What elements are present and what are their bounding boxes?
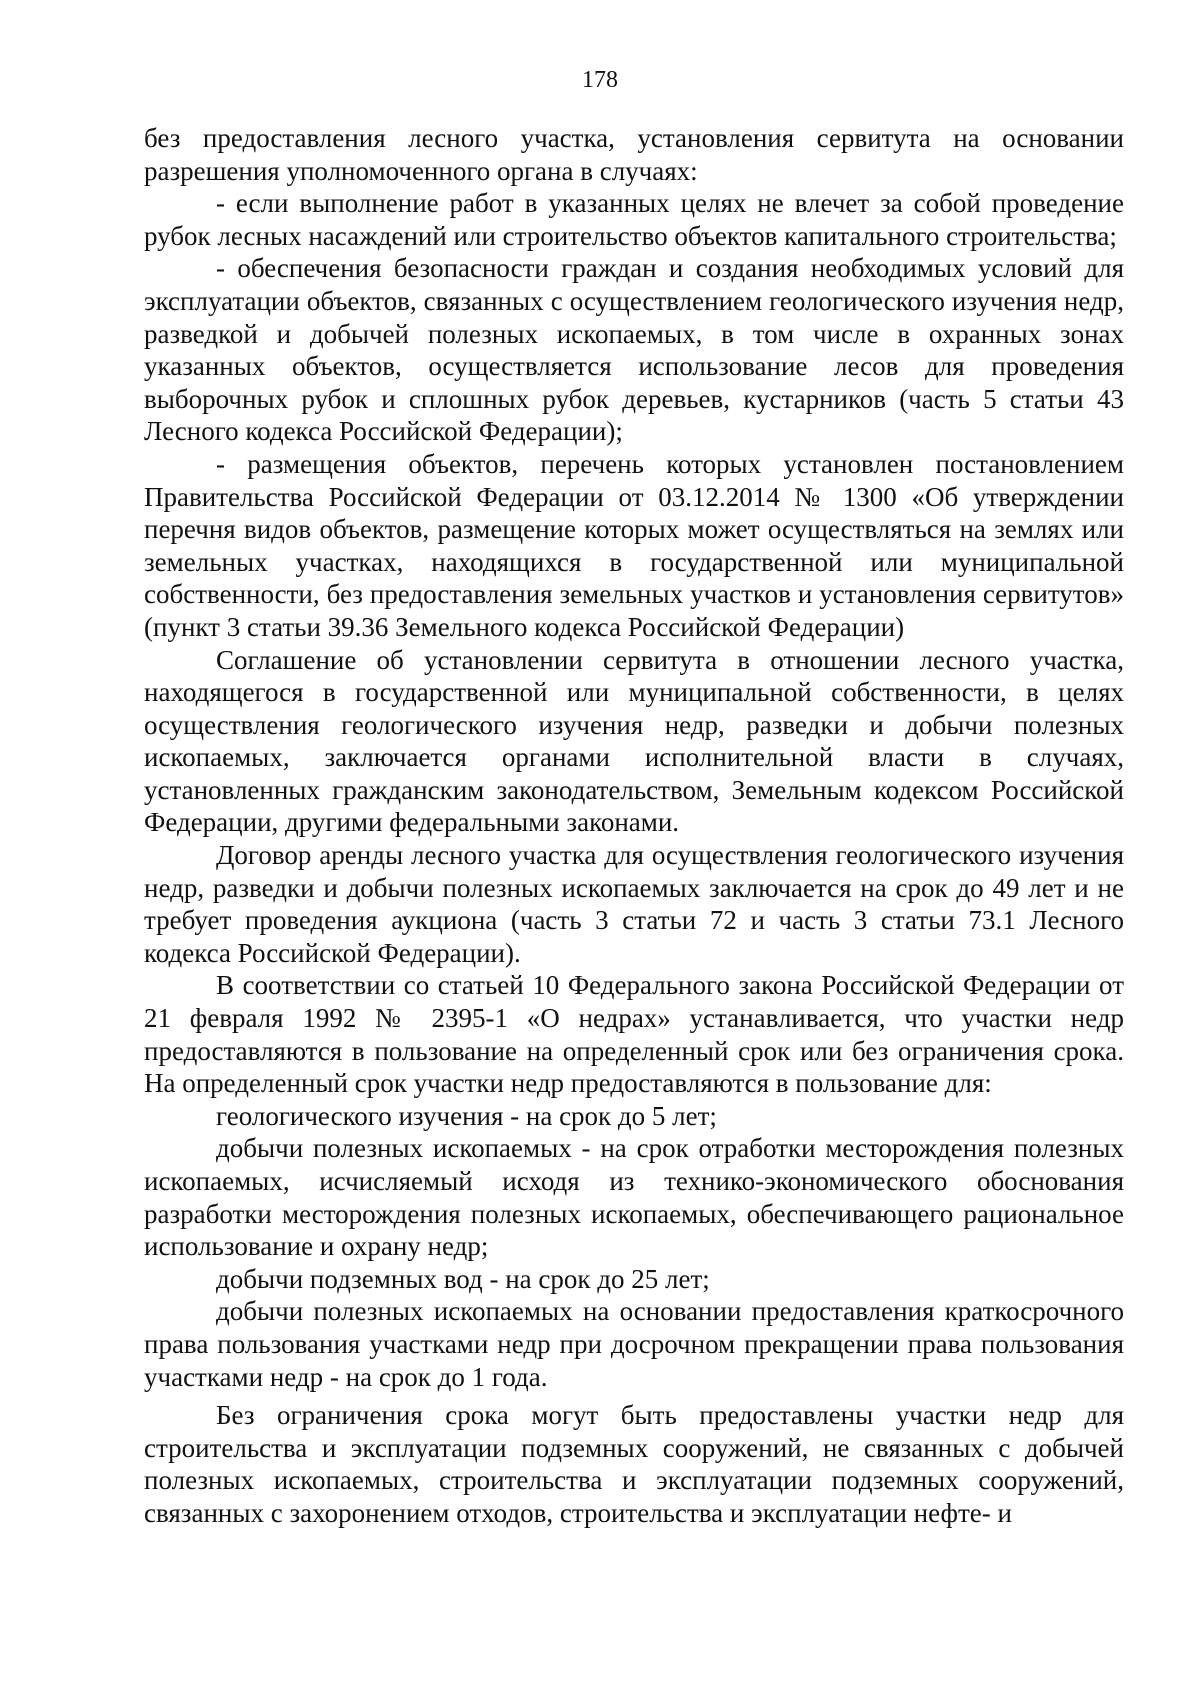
paragraph: Без ограничения срока могут быть предоставлены участки недр для строительства и эксплуатации подземных сооружений, не связанных с добычей полезных ископаемых, строительства и эксплуатации подземных сооружений, связанных с захоронением отходов, строительства и эксплуатации нефте- и [144,1400,1124,1528]
paragraph: Соглашение об установлении сервитута в отношении лесного участка, находящегося в государственной или муниципальной собственности, в целях осуществления геологического изучения недр, разведки и добычи полезных ископаемых, заключается органами исполнительной власти в случаях, установленных гражданским законодательством, Земельным кодексом Российской Федерации, другими федеральными законами. [144,644,1124,838]
paragraph: Договор аренды лесного участка для осуществления геологического изучения недр, разведки и добычи полезных ископаемых заключается на срок до 49 лет и не требует проведения аукциона (часть 3 статьи 72 и часть 3 статьи 73.1 Лесного кодекса Российской Федерации). [144,840,1124,968]
paragraph-continuation: без предоставления лесного участка, установления сервитута на основании разрешения уполномоченного органа в случаях: [144,123,1124,186]
paragraph-list-item: геологического изучения - на срок до 5 лет; [216,1100,717,1131]
paragraph-list-item: добычи подземных вод - на срок до 25 лет; [216,1263,710,1294]
paragraph-list-item: - размещения объектов, перечень которых установлен постановлением Правительства Российской Федерации от 03.12.2014 № 1300 «Об утверждении перечня видов объектов, размещение которых может осуществляться на землях или земельных участках, находящихся в государственной или муниципальной собственности, без предоставления земельных участков и установления сервитутов» (пункт 3 статьи 39.36 Земельного кодекса Российской Федерации) [144,448,1124,642]
page-number: 178 [582,67,618,93]
paragraph: В соответствии со статьей 10 Федерального закона Российской Федерации от 21 февраля 1992 № 2395-1 «О недрах» устанавливается, что участки недр предоставляются в пользование на определенный срок или без ограничения срока. На определенный срок участки недр предоставляются в пользование для: [144,970,1124,1099]
document-body [144,122,1124,1530]
paragraph-list-item: - если выполнение работ в указанных целях не влечет за собой проведение рубок лесных насаждений или строительство объектов капитального строительства; [144,188,1124,251]
paragraph-list-item: - обеспечения безопасности граждан и создания необходимых условий для эксплуатации объектов, связанных с осуществлением геологического изучения недр, разведкой и добычей полезных ископаемых, в том числе в охранных зонах указанных объектов, осуществляется использование лесов для проведения выборочных рубок и сплошных рубок деревьев, кустарников (часть 5 статьи 43 Лесного кодекса Российской Федерации); [144,253,1124,447]
paragraph-list-item: добычи полезных ископаемых - на срок отработки месторождения полезных ископаемых, исчисляемый исходя из технико-экономического обоснования разработки месторождения полезных ископаемых, обеспечивающего рациональное использование и охрану недр; [144,1133,1124,1262]
paragraph-list-item: добычи полезных ископаемых на основании предоставления краткосрочного права пользования участками недр при досрочном прекращении права пользования участками недр - на срок до 1 года. [144,1296,1124,1392]
